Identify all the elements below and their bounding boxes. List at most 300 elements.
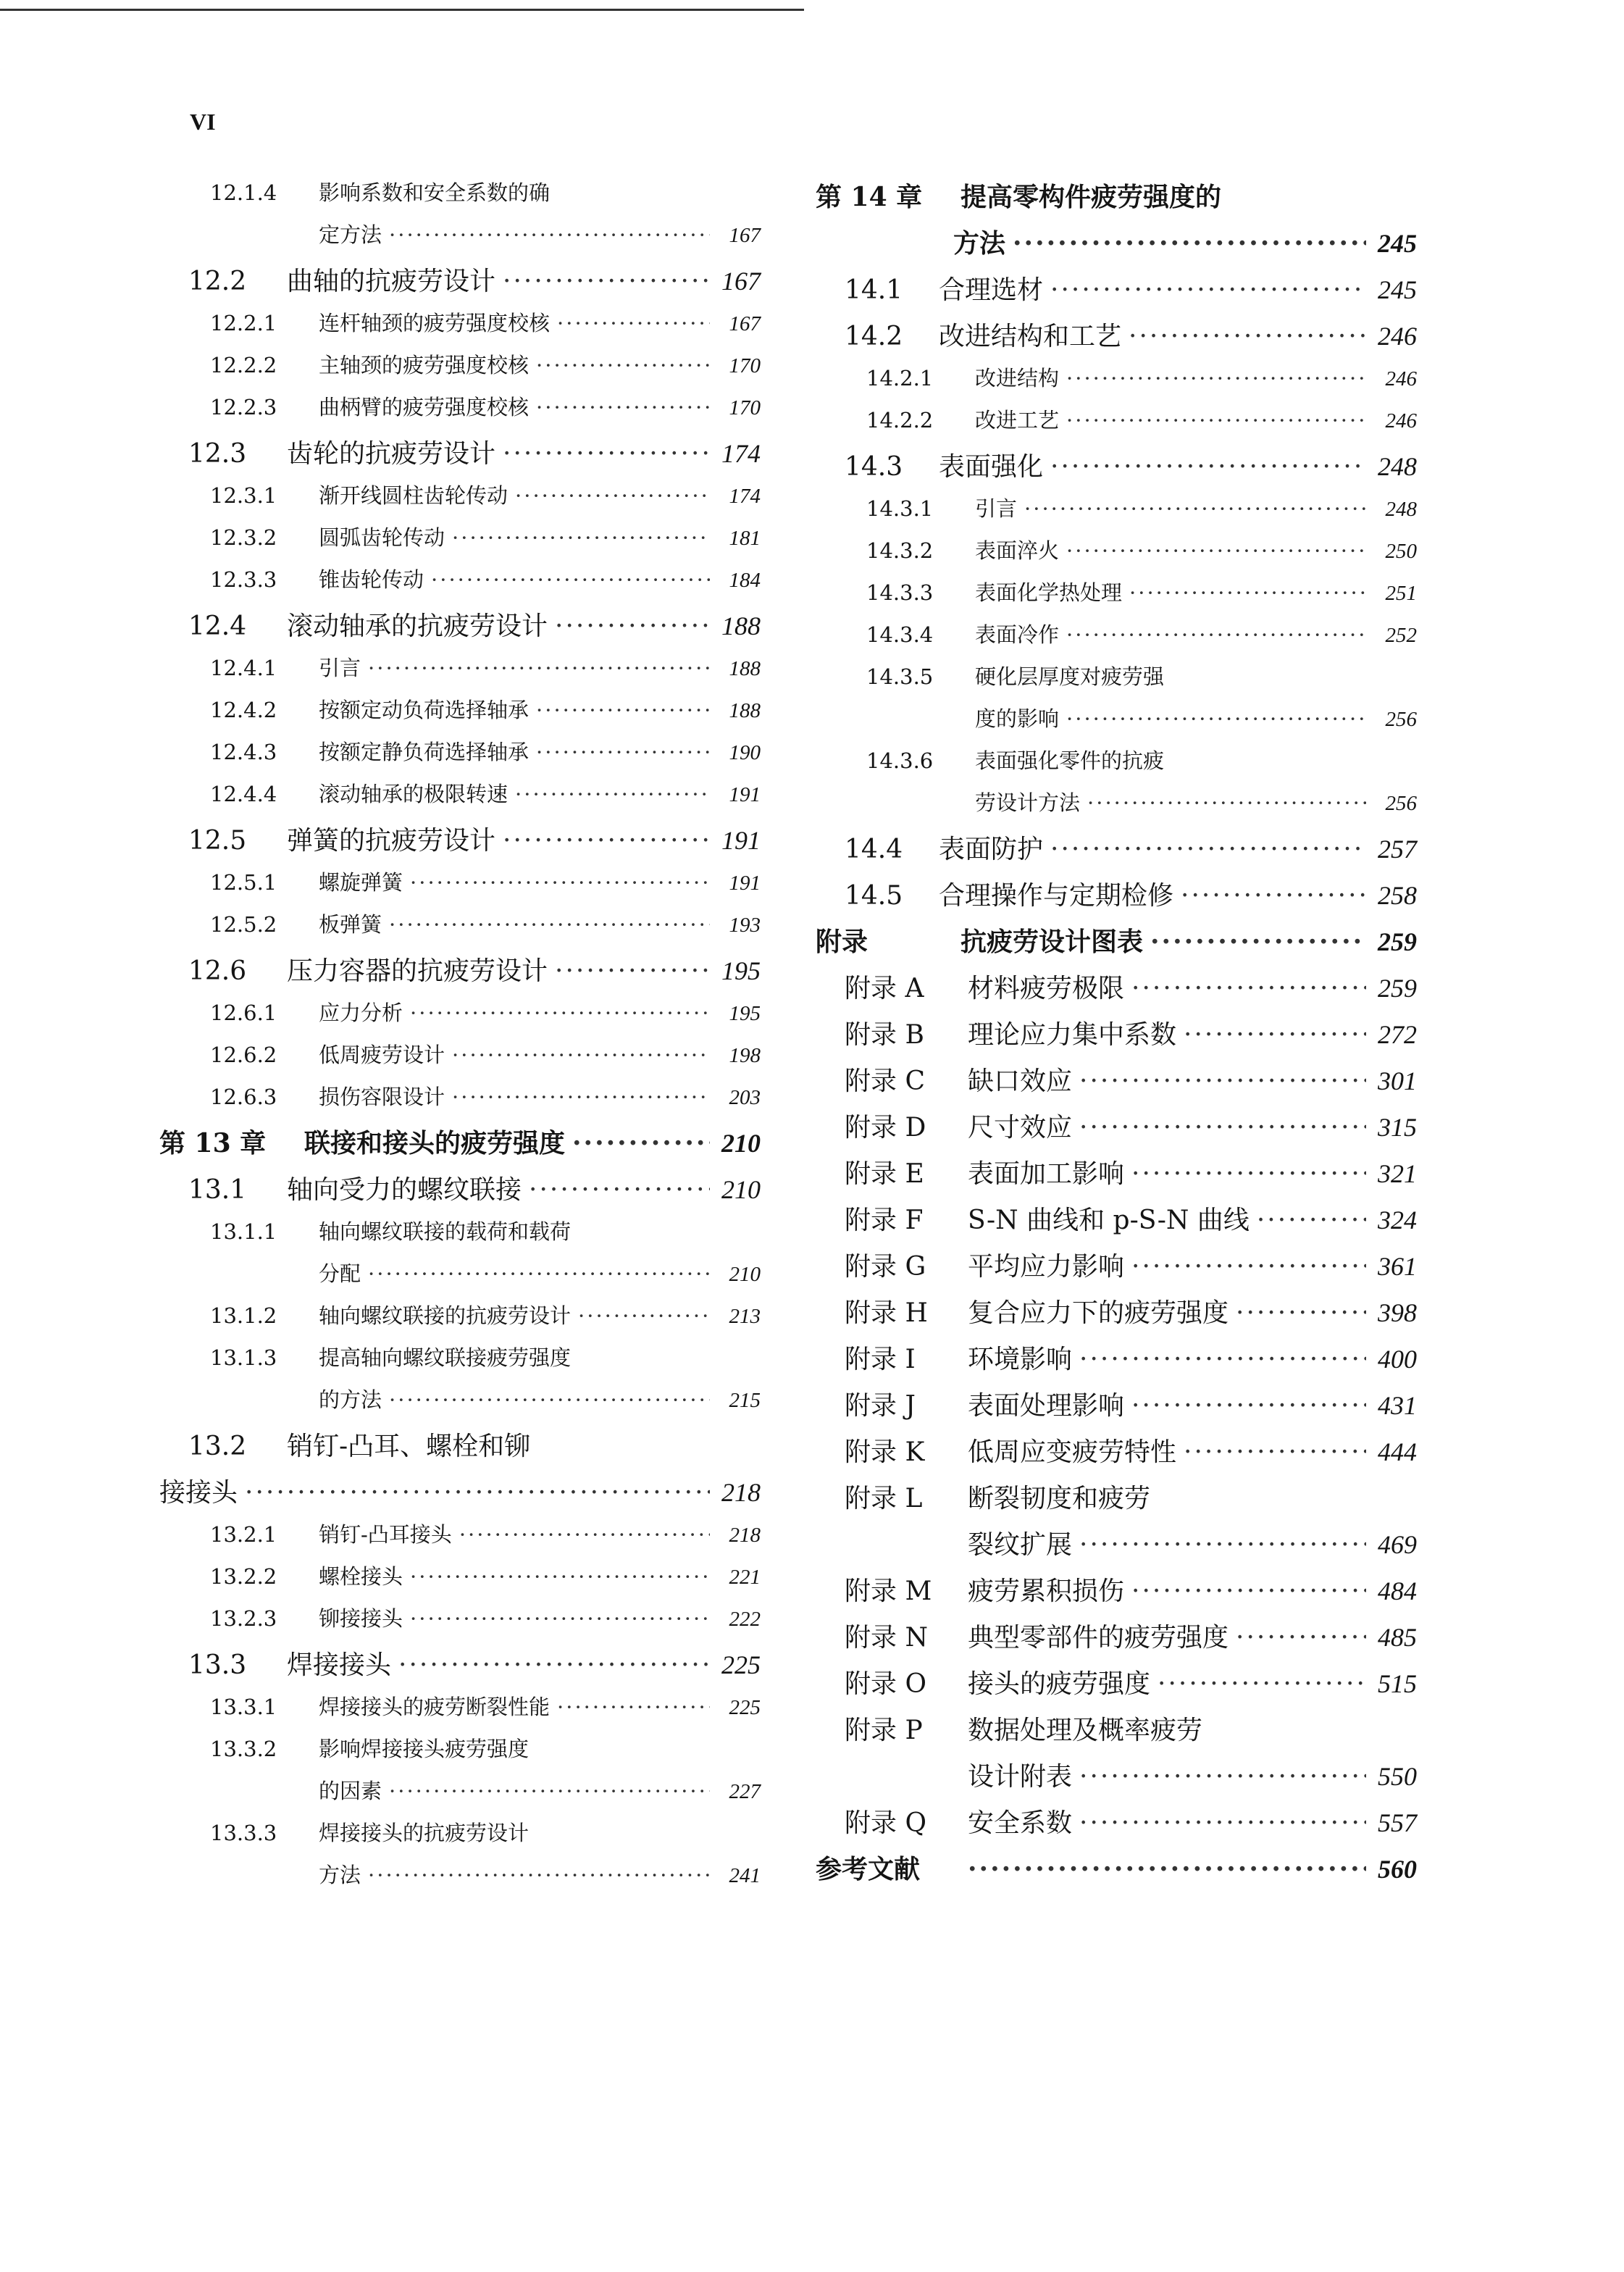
toc-entry-page: 259 [1378,927,1417,956]
toc-entry-sec [816,875,1417,922]
toc-entry-page: 485 [1378,1623,1417,1652]
toc-entry-page: 215 [729,1389,761,1412]
toc-entry-number: 附录 E [845,1159,924,1189]
dot-leader [503,439,710,469]
toc-entry-page: 241 [729,1864,761,1887]
toc-entry-title: 表面化学热处理 [975,580,1123,605]
toc-entry-sub [159,694,761,736]
toc-entry-page: 259 [1378,974,1417,1003]
toc-entry-page: 210 [721,1175,761,1204]
toc-entry-number: 第 13 章 [159,1128,267,1158]
toc-entry-app [816,1153,1417,1200]
toc-entry-page: 252 [1385,624,1417,647]
dot-leader [1079,1530,1366,1560]
toc-entry-title: 圆弧齿轮传动 [319,525,445,550]
toc-entry-page: 560 [1378,1855,1417,1884]
dot-leader [410,1606,710,1631]
dot-leader [1131,1576,1366,1606]
toc-entry-page: 221 [729,1566,761,1589]
toc-entry-page: 515 [1378,1669,1417,1698]
toc-entry-sec [159,1472,761,1519]
dot-leader [968,1854,1366,1884]
toc-entry-title: 劳设计方法 [975,790,1081,815]
dot-leader [1079,1345,1366,1374]
toc-entry-page: 256 [1385,708,1417,731]
toc-entry-page: 167 [729,312,761,335]
toc-entry-number: 13.2.2 [210,1564,277,1589]
toc-entry-sub [159,1519,761,1561]
toc-entry-number: 附录 C [845,1066,925,1096]
toc-entry-page: 550 [1378,1762,1417,1791]
toc-entry-title: 定方法 [319,222,382,247]
top-rule [0,9,804,11]
toc-entry-number: 12.3.3 [210,567,277,592]
toc-entry-number: 附录 N [845,1623,928,1653]
toc-entry-number: 附录 I [845,1345,916,1374]
toc-entry-number: 12.6.3 [210,1085,277,1109]
toc-entry-number: 附录 K [845,1437,925,1467]
toc-entry-number: 13.2 [188,1432,247,1461]
toc-entry-title: 分配 [319,1261,361,1286]
toc-entry-number: 附录 Q [845,1808,926,1838]
toc-entry-number: 14.3 [845,452,903,482]
toc-entry-page: 225 [729,1696,761,1719]
dot-leader [410,870,710,895]
toc-entry-title: S-N 曲线和 p-S-N 曲线 [968,1206,1250,1235]
toc-entry-title: 理论应力集中系数 [968,1020,1177,1050]
toc-entry-page: 191 [721,826,761,855]
toc-entry-sub [159,480,761,522]
toc-entry-app [816,1710,1417,1756]
toc-entry-page: 248 [1385,498,1417,521]
toc-entry-number: 附录 G [845,1252,926,1282]
toc-entry-title: 环境影响 [968,1345,1073,1374]
toc-entry-title: 度的影响 [975,706,1060,731]
dot-leader [1050,835,1366,864]
dot-leader [368,656,710,680]
dot-leader [555,956,710,986]
toc-entry-number: 12.2 [188,267,247,296]
toc-entry-page: 198 [729,1044,761,1067]
toc-entry-sub [816,535,1417,577]
toc-entry-number: 14.2.1 [866,366,934,390]
toc-entry-app [816,1524,1417,1571]
toc-entry-page: 167 [721,267,761,296]
toc-entry-page: 245 [1378,229,1417,258]
toc-entry-app [816,1663,1417,1710]
dot-leader [503,267,710,296]
toc-entry-number: 14.3.6 [866,748,934,773]
toc-entry-number: 12.1.4 [210,180,277,205]
toc-entry-title: 焊接接头的抗疲劳设计 [319,1821,530,1845]
toc-entry-sub [159,1300,761,1342]
toc-entry-number: 14.1 [845,275,903,305]
toc-entry-page: 190 [729,741,761,764]
toc-right-column [816,177,1417,1895]
toc-entry-page: 167 [729,224,761,247]
dot-leader [536,740,710,764]
toc-entry-number: 附录 D [845,1113,926,1143]
toc-entry-number: 14.3.3 [866,580,934,605]
toc-entry-page: 188 [729,657,761,680]
toc-entry-sub [159,1081,761,1123]
toc-entry-sec [816,829,1417,875]
dot-leader [1066,538,1366,563]
toc-entry-app [816,1061,1417,1107]
toc-entry-page: 398 [1378,1298,1417,1327]
toc-entry-page: 184 [729,569,761,592]
toc-entry-page: 174 [721,439,761,468]
toc-entry-title: 锥齿轮传动 [319,567,424,592]
toc-entry-page: 361 [1378,1252,1417,1281]
toc-entry-sub [816,577,1417,619]
toc-entry-sub [159,1817,761,1859]
dot-leader [389,1387,710,1412]
toc-entry-page: 257 [1378,835,1417,864]
toc-entry-number: 14.2 [845,322,903,351]
toc-entry-title: 轴向螺纹联接的载荷和载荷 [319,1219,572,1244]
toc-entry-number: 14.3.5 [866,664,934,689]
toc-entry-chap [816,177,1417,223]
dot-leader [1066,706,1366,731]
dot-leader [1129,580,1366,605]
dot-leader [431,567,710,592]
toc-entry-page: 195 [721,956,761,985]
toc-entry-title: 复合应力下的疲劳强度 [968,1298,1229,1328]
toc-entry-app [816,1246,1417,1292]
toc-entry-page: 193 [729,914,761,937]
toc-entry-title: 平均应力影响 [968,1252,1125,1282]
dot-leader [1184,1020,1366,1050]
toc-entry-number: 12.5 [188,826,247,856]
toc-entry-page: 557 [1378,1808,1417,1837]
toc-entry-page: 188 [729,699,761,722]
toc-entry-number: 13.3.3 [210,1821,277,1845]
dot-leader [1236,1298,1366,1328]
toc-entry-chap [816,1849,1417,1895]
dot-leader [1066,408,1366,433]
toc-entry-sec [159,433,761,480]
toc-entry-page: 444 [1378,1437,1417,1466]
toc-entry-page: 210 [729,1263,761,1286]
toc-entry-sub [159,219,761,261]
toc-entry-chap [816,922,1417,968]
dot-leader [557,311,710,335]
toc-entry-sub [159,1733,761,1775]
toc-entry-number: 12.6 [188,956,247,986]
dot-leader [578,1303,710,1328]
toc-entry-number: 13.1.3 [210,1345,277,1370]
toc-entry-number: 12.4.2 [210,698,277,722]
toc-entry-title: 表面强化零件的抗疲 [975,748,1165,773]
toc-entry-title: 表面加工影响 [968,1159,1125,1189]
dot-leader [389,1779,710,1803]
toc-entry-sub [159,997,761,1039]
toc-entry-sub [159,652,761,694]
toc-entry-title: 铆接接头 [319,1606,403,1631]
toc-entry-title: 螺旋弹簧 [319,870,403,895]
toc-entry-sub [159,1384,761,1426]
toc-entry-page: 246 [1385,409,1417,433]
toc-entry-number: 13.3.1 [210,1695,277,1719]
dot-leader [1079,1808,1366,1838]
toc-entry-number: 14.5 [845,881,903,911]
dot-leader [1131,1159,1366,1189]
toc-entry-number: 12.4 [188,611,247,641]
toc-entry-title: 提高零构件疲劳强度的 [960,182,1222,212]
toc-entry-page: 245 [1378,275,1417,304]
toc-entry-app [816,1107,1417,1153]
toc-entry-number: 13.3.2 [210,1737,277,1761]
toc-entry-number: 13.2.3 [210,1606,277,1631]
toc-entry-title: 改进工艺 [975,408,1060,433]
toc-entry-page: 324 [1378,1206,1417,1235]
dot-leader [1158,1669,1366,1699]
toc-entry-sub [816,362,1417,404]
toc-entry-title: 断裂韧度和疲劳 [968,1484,1151,1513]
toc-entry-app [816,1200,1417,1246]
toc-entry-title: 提高轴向螺纹联接疲劳强度 [319,1345,572,1370]
toc-entry-title: 引言 [319,656,361,680]
toc-entry-title: 按额定静负荷选择轴承 [319,740,530,764]
toc-entry-page: 218 [729,1524,761,1547]
dot-leader [1050,275,1366,305]
dot-leader [1087,790,1366,815]
dot-leader [1079,1113,1366,1143]
toc-entry-page: 213 [729,1305,761,1328]
toc-entry-page: 181 [729,527,761,550]
toc-entry-sub [159,1216,761,1258]
toc-entry-sub [159,177,761,219]
toc-entry-title: 板弹簧 [319,912,382,937]
toc-entry-sec [159,261,761,307]
toc-entry-page: 258 [1378,881,1417,910]
toc-entry-title: 焊接接头 [287,1650,392,1680]
toc-entry-chap [816,223,1417,270]
toc-entry-sub [816,787,1417,829]
toc-entry-title: 缺口效应 [968,1066,1073,1096]
toc-entry-sub [159,866,761,909]
toc-entry-number: 附录 H [845,1298,928,1328]
dot-leader [1257,1206,1366,1235]
toc-entry-page: 195 [729,1002,761,1025]
toc-entry-title: 表面处理影响 [968,1391,1125,1421]
toc-entry-app [816,1292,1417,1339]
toc-entry-title: 螺栓接头 [319,1564,403,1589]
toc-entry-title: 改进结构 [975,366,1060,390]
toc-entry-page: 174 [729,485,761,508]
toc-entry-sec [159,951,761,997]
toc-entry-page: 250 [1385,540,1417,563]
toc-entry-sub [159,1561,761,1603]
toc-entry-number: 附录 [816,927,868,957]
toc-entry-title: 表面强化 [939,452,1044,482]
toc-entry-page: 170 [729,354,761,377]
toc-entry-title: 设计附表 [968,1762,1073,1792]
dot-leader [1066,622,1366,647]
toc-entry-sub [159,564,761,606]
dot-leader [1079,1762,1366,1792]
toc-entry-title: 滚动轴承的抗疲劳设计 [287,611,548,641]
toc-entry-page: 469 [1378,1530,1417,1559]
toc-entry-sec [816,316,1417,362]
toc-entry-page: 431 [1378,1391,1417,1420]
toc-entry-app [816,1617,1417,1663]
dot-leader [1079,1066,1366,1096]
toc-entry-title: 销钉-凸耳接头 [319,1522,452,1547]
toc-entry-sub [159,778,761,820]
toc-entry-title: 数据处理及概率疲劳 [968,1716,1203,1745]
toc-entry-number: 12.5.2 [210,912,277,937]
toc-entry-sub [159,909,761,951]
toc-entry-number: 13.1.2 [210,1303,277,1328]
toc-entry-number: 12.3 [188,439,247,469]
dot-leader [555,611,710,641]
toc-entry-title: 典型零部件的疲劳强度 [968,1623,1229,1653]
toc-entry-number: 12.2.2 [210,353,277,377]
toc-entry-number: 12.4.4 [210,782,277,806]
dot-leader [1131,1391,1366,1421]
dot-leader [529,1175,710,1205]
toc-entry-sub [159,391,761,433]
toc-entry-sub [159,736,761,778]
toc-entry-title: 低周疲劳设计 [319,1043,445,1067]
dot-leader [572,1128,710,1158]
toc-entry-title: 弹簧的抗疲劳设计 [287,826,496,856]
toc-entry-number: 14.3.1 [866,496,934,521]
toc-entry-sub [816,404,1417,446]
toc-entry-page: 210 [721,1129,761,1158]
toc-entry-chap [159,1123,761,1169]
toc-entry-number: 附录 F [845,1206,924,1235]
toc-entry-number: 附录 A [845,974,924,1003]
dot-leader [536,698,710,722]
toc-entry-title: 接接头 [159,1478,238,1508]
dot-leader [1066,366,1366,390]
toc-entry-app [816,1756,1417,1803]
toc-entry-number: 12.3.1 [210,483,277,508]
toc-entry-title: 低周应变疲劳特性 [968,1437,1177,1467]
dot-leader [1013,228,1366,259]
toc-entry-title: 轴向受力的螺纹联接 [287,1175,522,1205]
toc-entry-number: 14.2.2 [866,408,934,433]
toc-entry-title: 材料疲劳极限 [968,974,1125,1003]
dot-leader [245,1478,710,1508]
toc-entry-title: 损伤容限设计 [319,1085,445,1109]
toc-entry-number: 12.6.1 [210,1001,277,1025]
toc-entry-sec [159,820,761,866]
toc-entry-page: 246 [1385,367,1417,390]
toc-entry-title: 齿轮的抗疲劳设计 [287,439,496,469]
toc-entry-number: 12.5.1 [210,870,277,895]
toc-entry-page: 248 [1378,452,1417,481]
toc-entry-title: 疲劳累积损伤 [968,1576,1125,1606]
toc-entry-title: 销钉-凸耳、螺栓和铆 [287,1432,531,1461]
toc-entry-sub [816,745,1417,787]
toc-entry-title: 影响焊接接头疲劳强度 [319,1737,530,1761]
toc-entry-title: 方法 [953,228,1006,259]
toc-entry-app [816,1014,1417,1061]
dot-leader [536,353,710,377]
toc-entry-title: 接头的疲劳强度 [968,1669,1151,1699]
toc-entry-app [816,1571,1417,1617]
dot-leader [368,1261,710,1286]
toc-entry-app [816,1478,1417,1524]
dot-leader [503,826,710,856]
toc-entry-title: 方法 [319,1863,361,1887]
toc-entry-sub [159,1859,761,1901]
toc-entry-sub [816,703,1417,745]
toc-entry-title: 引言 [975,496,1018,521]
dot-leader [515,483,710,508]
page-number: VI [190,109,216,135]
toc-entry-title: 曲轴的抗疲劳设计 [287,267,496,296]
toc-entry-page: 246 [1378,322,1417,351]
toc-entry-title: 应力分析 [319,1001,403,1025]
toc-entry-title: 连杆轴颈的疲劳强度校核 [319,311,551,335]
toc-entry-sub [159,1603,761,1645]
toc-entry-sub [159,307,761,349]
toc-entry-number: 12.4.1 [210,656,277,680]
toc-entry-title: 裂纹扩展 [968,1530,1073,1560]
dot-leader [557,1695,710,1719]
toc-entry-page: 301 [1378,1066,1417,1095]
toc-entry-title: 表面防护 [939,835,1044,864]
toc-entry-app [816,1339,1417,1385]
toc-entry-title: 表面淬火 [975,538,1060,563]
toc-entry-number: 附录 O [845,1669,926,1699]
toc-entry-sec [159,1645,761,1691]
toc-entry-sub [816,493,1417,535]
toc-entry-page: 272 [1378,1020,1417,1049]
dot-leader [1131,974,1366,1003]
dot-leader [1024,496,1366,521]
dot-leader [1150,927,1366,957]
dot-leader [452,525,710,550]
toc-entry-title: 抗疲劳设计图表 [960,927,1144,957]
toc-entry-page: 170 [729,396,761,419]
toc-entry-title: 按额定动负荷选择轴承 [319,698,530,722]
toc-entry-page: 225 [721,1650,761,1679]
toc-entry-number: 14.4 [845,835,903,864]
dot-leader [389,912,710,937]
toc-entry-sub [816,661,1417,703]
dot-leader [1181,881,1366,911]
dot-leader [452,1043,710,1067]
toc-entry-app [816,1432,1417,1478]
toc-entry-sec [159,1169,761,1216]
toc-entry-number: 12.3.2 [210,525,277,550]
toc-entry-number: 13.3 [188,1650,247,1680]
toc-entry-number: 12.6.2 [210,1043,277,1067]
toc-entry-title: 的因素 [319,1779,382,1803]
toc-entry-page: 218 [721,1478,761,1507]
toc-entry-sub [159,1342,761,1384]
toc-entry-title: 主轴颈的疲劳强度校核 [319,353,530,377]
toc-entry-sub [159,1258,761,1300]
toc-entry-page: 484 [1378,1576,1417,1605]
dot-leader [1131,1252,1366,1282]
toc-entry-number: 13.2.1 [210,1522,277,1547]
toc-entry-sub [159,522,761,564]
toc-entry-number: 13.1.1 [210,1219,277,1244]
toc-entry-page: 227 [729,1780,761,1803]
dot-leader [452,1085,710,1109]
toc-entry-number: 附录 P [845,1716,923,1745]
dot-leader [368,1863,710,1887]
toc-entry-number: 14.3.4 [866,622,934,647]
dot-leader [410,1001,710,1025]
